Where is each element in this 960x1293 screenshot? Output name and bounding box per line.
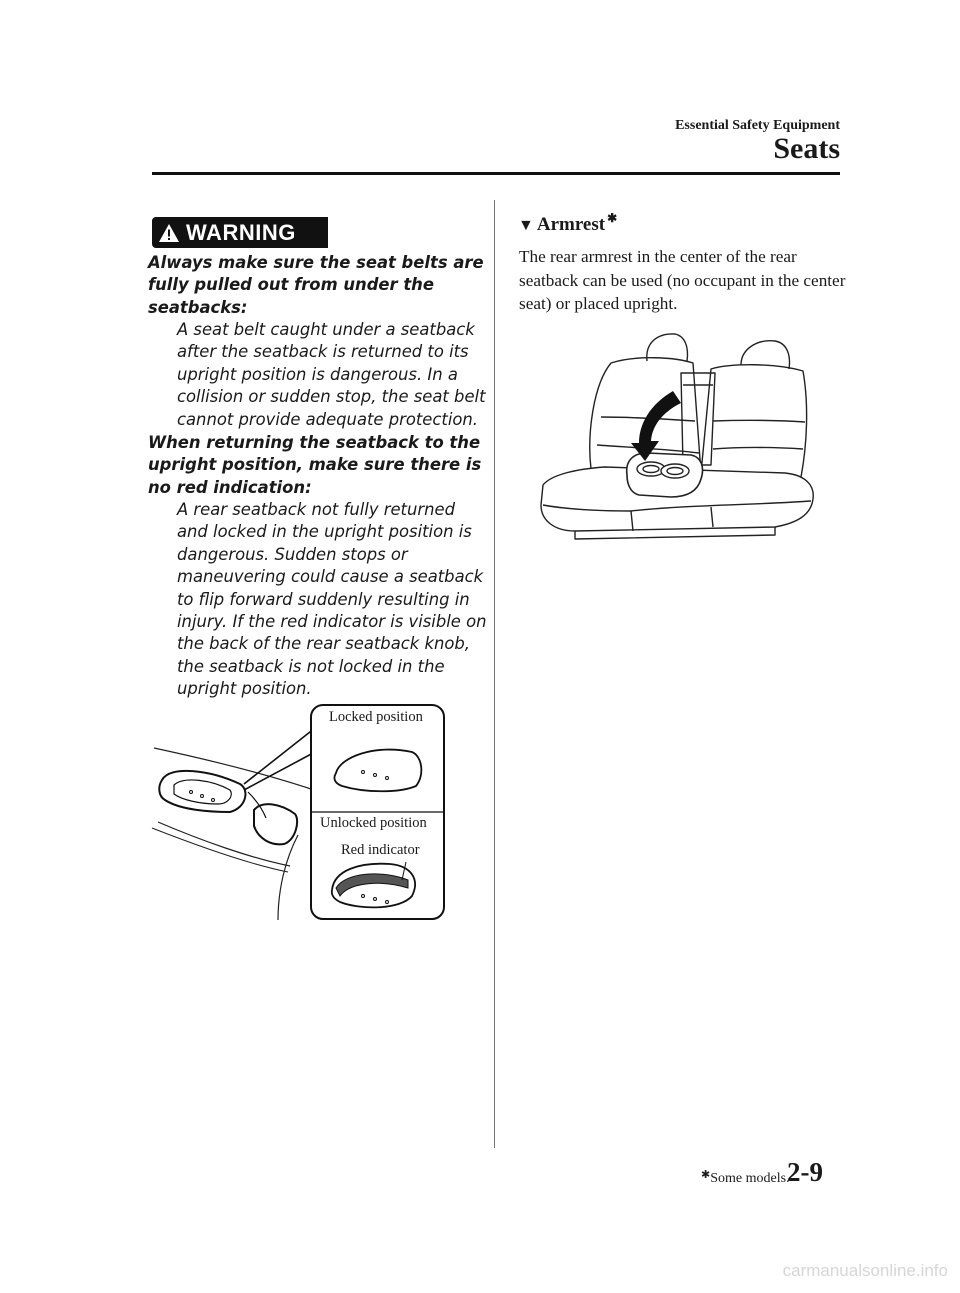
warning-label: WARNING xyxy=(186,219,296,245)
section-header: Essential Safety Equipment xyxy=(675,118,840,133)
footnote-star-icon: ✱ xyxy=(701,1169,711,1181)
some-models-star-icon: ✱ xyxy=(607,211,618,225)
page-title: Seats xyxy=(773,132,840,165)
unlocked-position-label: Unlocked position xyxy=(320,815,427,831)
page-number: 2-9 xyxy=(787,1157,823,1187)
column-divider xyxy=(494,200,495,1148)
warning-heading-1: Always make sure the seat belts are fully pulled out from under the seatbacks: xyxy=(148,253,484,317)
footnote-text: Some models. xyxy=(710,1171,790,1186)
armrest-heading xyxy=(518,211,618,236)
warning-heading-2: When returning the seatback to the upright position, make sure there is no red indication: xyxy=(148,433,482,497)
armrest-heading-text: Armrest xyxy=(536,214,606,235)
seatback-knob-figure xyxy=(150,700,450,925)
warning-detail-1: A seat belt caught under a seatback after the seatback is returned to its upright position is dangerous. In a collision or sudden stop, the seat belt cannot provide adequate protection. xyxy=(177,320,486,429)
warning-detail-2: A rear seatback not fully returned and locked in the upright position is dangerous. Sudden stops or maneuvering could cause a seatback to flip forward suddenly resulting in injury. If the red indicator is visible on the back of the rear seatback knob, the seatback is not locked in the upright position. xyxy=(177,500,487,699)
triangle-marker-icon: ▼ xyxy=(518,217,534,234)
footnote xyxy=(701,1168,790,1187)
armrest-body: The rear armrest in the center of the rear seatback can be used (no occupant in the center seat) or placed upright. xyxy=(519,247,846,313)
warning-badge xyxy=(152,217,328,248)
red-indicator-label: Red indicator xyxy=(341,842,420,858)
warning-icon xyxy=(152,217,186,248)
locked-position-label: Locked position xyxy=(329,709,423,725)
watermark: carmanualsonline.info xyxy=(782,1261,948,1280)
rear-seat-figure xyxy=(535,325,825,555)
header-rule xyxy=(152,172,840,175)
